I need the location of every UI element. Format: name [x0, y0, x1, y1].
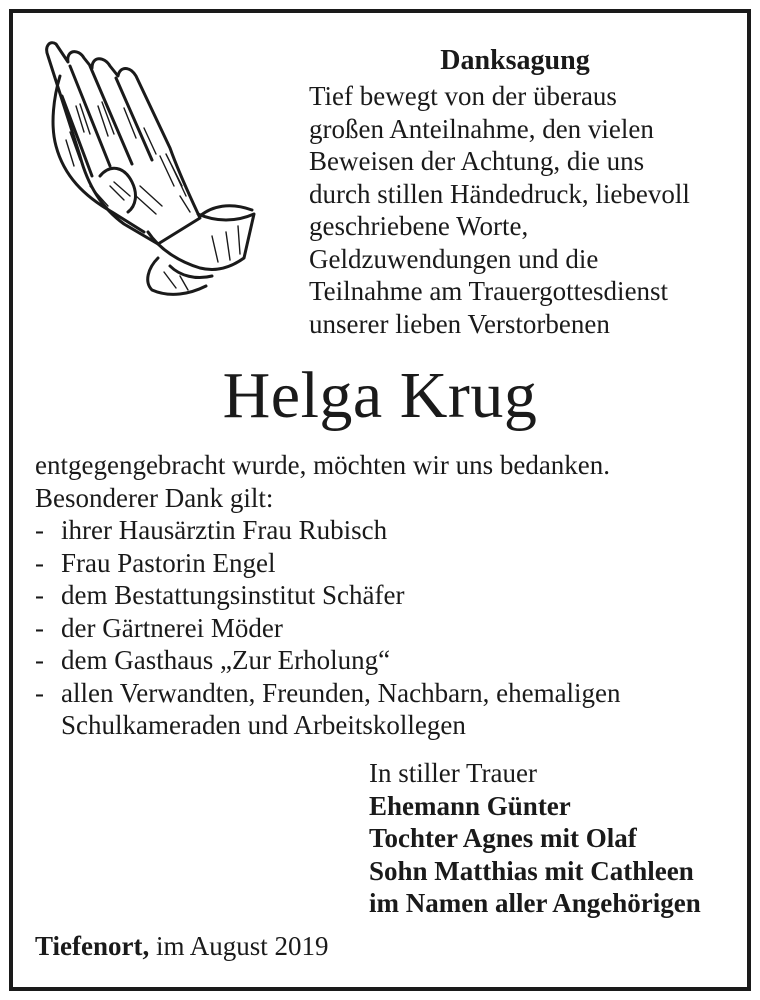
list-item: [35, 579, 735, 612]
list-item-text: dem Bestattungsinstitut Schäfer: [61, 580, 405, 610]
signature-block: [369, 757, 739, 920]
intro-line: Geldzuwendungen und die: [309, 243, 599, 274]
place: Tiefenort,: [35, 931, 150, 961]
signature-intro: In stiller Trauer: [369, 758, 537, 788]
list-item: [35, 677, 735, 710]
list-dash: -: [35, 580, 44, 610]
deceased-name: Helga Krug: [222, 359, 538, 432]
date: im August 2019: [149, 931, 329, 961]
intro-line: Teilnahme am Trauergottesdienst: [309, 276, 669, 306]
intro-line: Beweisen der Achtung, die uns: [309, 146, 645, 176]
list-dash: -: [35, 547, 44, 578]
body-line: Besonderer Dank gilt:: [35, 482, 274, 513]
list-item-text: ihrer Hausärztin Frau Rubisch: [61, 515, 388, 545]
notice-title: Danksagung: [440, 45, 590, 76]
list-dash: -: [35, 677, 44, 708]
signature-name: im Namen aller Angehörigen: [369, 888, 701, 918]
list-item: [35, 547, 735, 580]
list-item: [35, 644, 735, 677]
list-item-text: Frau Pastorin Engel: [61, 547, 276, 578]
intro-line: unserer lieben Verstorbenen: [309, 308, 610, 339]
list-item-continuation: [35, 709, 735, 742]
body-line: entgegengebracht wurde, möchten wir uns bedanken.: [35, 450, 611, 480]
list-item: [35, 514, 735, 547]
signature-name: Ehemann Günter: [369, 790, 571, 821]
intro-block: [309, 44, 729, 340]
list-dash: -: [35, 515, 44, 545]
intro-line: großen Anteilnahme, den vielen: [309, 113, 654, 144]
list-item: [35, 612, 735, 645]
praying-hands-icon: [40, 36, 265, 301]
list-dash: -: [35, 612, 44, 643]
list-dash: -: [35, 645, 44, 675]
thanks-block: [35, 449, 735, 742]
list-item-text: Schulkameraden und Arbeitskollegen: [61, 710, 466, 740]
thanks-list: [35, 514, 735, 742]
signature-name: Sohn Matthias mit Cathleen: [369, 855, 694, 886]
signature-name: Tochter Agnes mit Olaf: [369, 823, 637, 853]
intro-line: durch stillen Händedruck, liebevoll: [309, 178, 690, 209]
intro-line: Tief bewegt von der überaus: [309, 81, 617, 111]
list-item-text: der Gärtnerei Möder: [61, 612, 283, 643]
intro-line: geschriebene Worte,: [309, 211, 529, 241]
list-item-text: allen Verwandten, Freunden, Nachbarn, ehemaligen: [61, 677, 621, 708]
list-item-text: dem Gasthaus „Zur Erholung“: [61, 645, 391, 675]
place-date: [35, 930, 329, 962]
